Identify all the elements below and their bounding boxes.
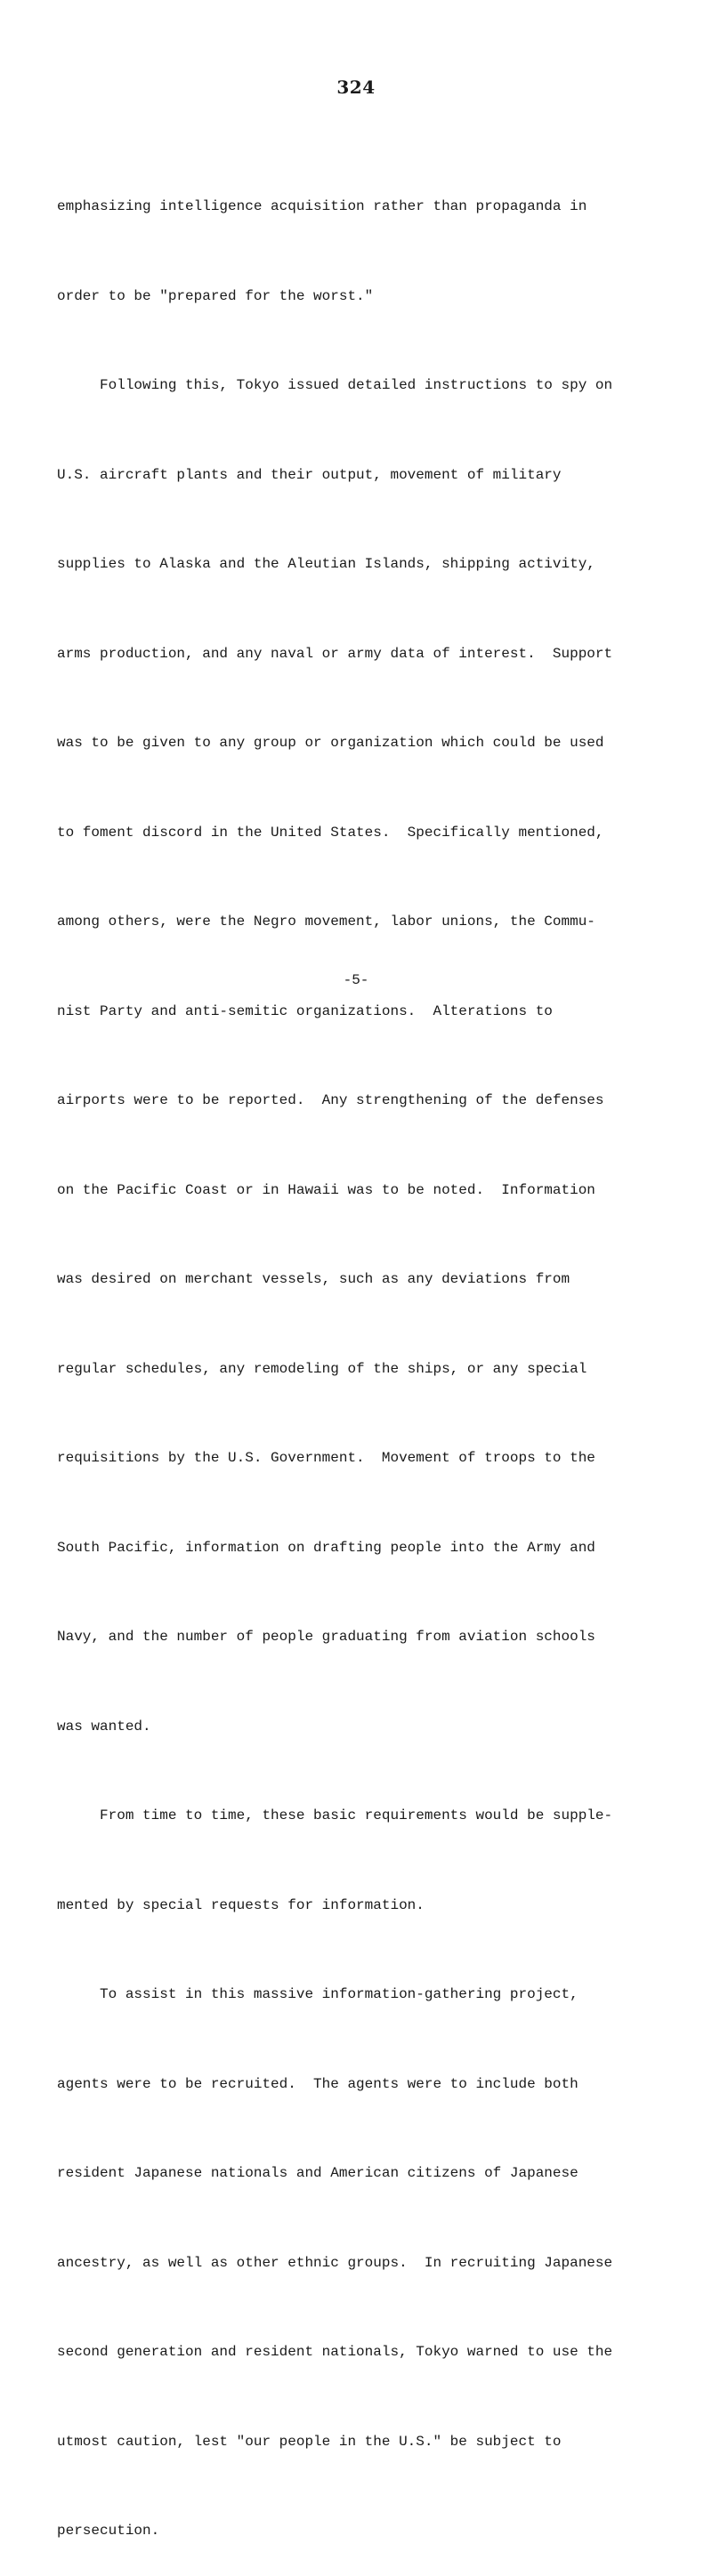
text-line: on the Pacific Coast or in Hawaii was to be noted. Information xyxy=(57,1181,595,1198)
text-line: requisitions by the U.S. Government. Movement of troops to the xyxy=(57,1450,595,1466)
text-line: resident Japanese nationals and American citizens of Japanese xyxy=(57,2165,578,2181)
text-line: persecution. xyxy=(57,2523,160,2539)
text-line: order to be "prepared for the worst." xyxy=(57,287,374,304)
text-line: To assist in this massive information-gathering project, xyxy=(57,1986,578,2002)
text-line: agents were to be recruited. The agents were to include both xyxy=(57,2075,578,2092)
text-line: U.S. aircraft plants and their output, movement of military xyxy=(57,466,562,483)
text-line: was desired on merchant vessels, such as any deviations from xyxy=(57,1271,570,1287)
body-text xyxy=(57,133,662,2576)
text-line: South Pacific, information on drafting people into the Army and xyxy=(57,1539,595,1556)
text-line: emphasizing intelligence acquisition rather than propaganda in xyxy=(57,198,587,214)
text-line: utmost caution, lest "our people in the U.S." be subject to xyxy=(57,2433,562,2450)
text-line: was wanted. xyxy=(57,1718,151,1735)
text-line: was to be given to any group or organization which could be used xyxy=(57,735,604,751)
text-line: Navy, and the number of people graduating from aviation schools xyxy=(57,1629,595,1645)
text-line: second generation and resident nationals, Tokyo warned to use the xyxy=(57,2344,613,2360)
text-line: From time to time, these basic requirements would be supple- xyxy=(57,1807,613,1823)
text-line: to foment discord in the United States. Specifically mentioned, xyxy=(57,824,604,841)
text-line: supplies to Alaska and the Aleutian Islands, shipping activity, xyxy=(57,556,595,572)
page-number-bottom: -5- xyxy=(343,972,369,988)
text-line: Following this, Tokyo issued detailed instructions to spy on xyxy=(57,377,613,393)
text-line: nist Party and anti-semitic organizations. Alterations to xyxy=(57,1002,553,1019)
text-line: among others, were the Negro movement, labor unions, the Commu- xyxy=(57,914,595,930)
text-line: regular schedules, any remodeling of the ships, or any special xyxy=(57,1360,587,1377)
text-line: airports were to be reported. Any strengthening of the defenses xyxy=(57,1092,604,1108)
text-line: ancestry, as well as other ethnic groups. In recruiting Japanese xyxy=(57,2254,613,2271)
page-number-top: 324 xyxy=(336,76,376,98)
text-line: arms production, and any naval or army data of interest. Support xyxy=(57,645,613,662)
text-line: mented by special requests for information. xyxy=(57,1896,425,1913)
